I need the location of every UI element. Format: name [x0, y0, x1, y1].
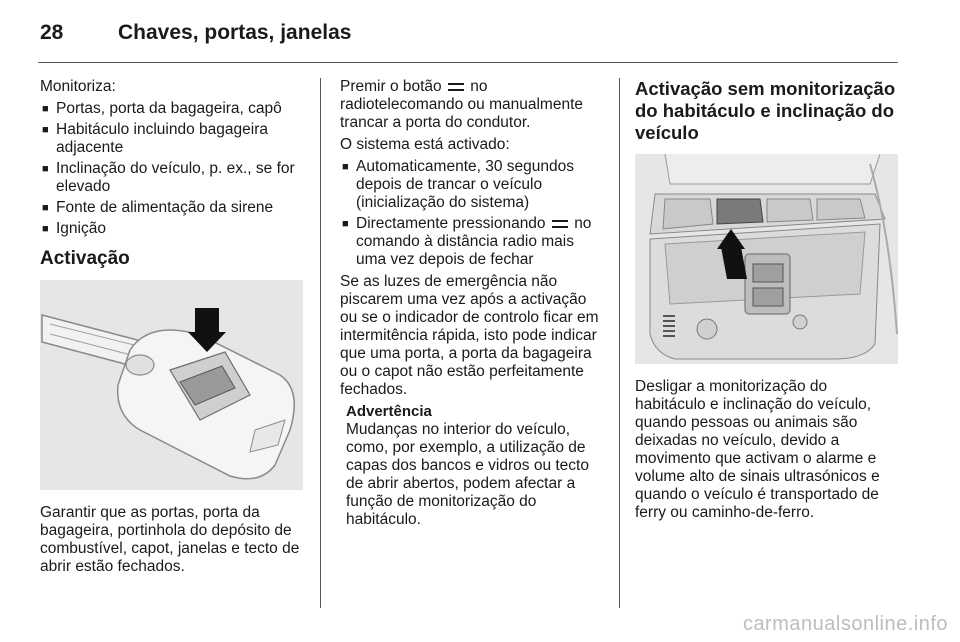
no-monitoring-text: Desligar a monitorização do habitáculo e inclinação do veículo, quando pessoas ou animais são deixadas no veículo, devido a movimento que activam o alarme e volume alto de sinais ultrasónicos e quando o veículo é transportado de ferry ou caminho-de-ferro. — [635, 378, 880, 521]
list-item: ■ Portas, porta da bagageira, capô — [40, 100, 305, 118]
watermark: carmanualsonline.info — [742, 613, 948, 635]
monitor-list — [40, 100, 305, 238]
warning-title: Advertência — [346, 403, 432, 420]
column-left — [40, 78, 305, 580]
header-rule — [38, 62, 898, 63]
chapter-title: Chaves, portas, janelas — [118, 21, 352, 44]
hazard-lights-text: Se as luzes de emergência não piscarem uma vez após a activação ou se o indicador de controlo ficar em intermitência rápida, isto pode indicar que uma porta, a porta da bagageira ou o capot não estão perfeitamente fechados. — [340, 273, 599, 398]
column-middle — [340, 78, 605, 529]
list-item: ■ Ignição — [40, 220, 305, 238]
list-item: ■ Inclinação do veículo, p. ex., se for elevado — [40, 160, 305, 196]
list-item: ■ Fonte de alimentação da sirene — [40, 199, 305, 217]
press-button-text: Premir o botão no radiotelecomando ou manualmente trancar a porta do condutor. — [340, 78, 583, 131]
column-divider — [320, 78, 321, 608]
list-item: ■ Habitáculo incluindo bagageira adjacente — [40, 121, 305, 157]
column-divider — [619, 78, 620, 608]
key-fob-illustration — [40, 280, 303, 490]
console-drawing — [635, 154, 898, 364]
monitor-intro: Monitoriza: — [40, 78, 116, 95]
activation-list — [340, 158, 605, 269]
overhead-console-illustration — [635, 154, 898, 364]
page-header — [40, 16, 351, 50]
lock-button-icon — [552, 220, 568, 228]
lock-button-icon — [448, 83, 464, 91]
section-heading-activation: Activação — [40, 248, 130, 269]
list-item: ■ Directamente pressionando no comando à distância radio mais uma vez depois de fechar — [340, 215, 605, 269]
key-fob-drawing — [40, 280, 303, 490]
page-number: 28 — [40, 21, 64, 44]
warning-text: Mudanças no interior do veículo, como, por exemplo, a utilização de capas dos bancos e vidros ou tecto de abrir abertos, podem afectar a função de monitorização do habitáculo. — [346, 421, 589, 528]
list-item: ■ Automaticamente, 30 segundos depois de trancar o veículo (inicialização do sistema) — [340, 158, 605, 212]
column-right — [635, 78, 900, 526]
warning-box — [340, 403, 605, 529]
section-heading-no-monitoring: Activação sem monitorização do habitáculo e inclinação do veículo — [635, 78, 896, 143]
activation-caption: Garantir que as portas, porta da bagageira, portinhola do depósito de combustível, capot, janelas e tecto de abrir estão fechados. — [40, 504, 300, 575]
system-activated-text: O sistema está activado: — [340, 136, 510, 153]
